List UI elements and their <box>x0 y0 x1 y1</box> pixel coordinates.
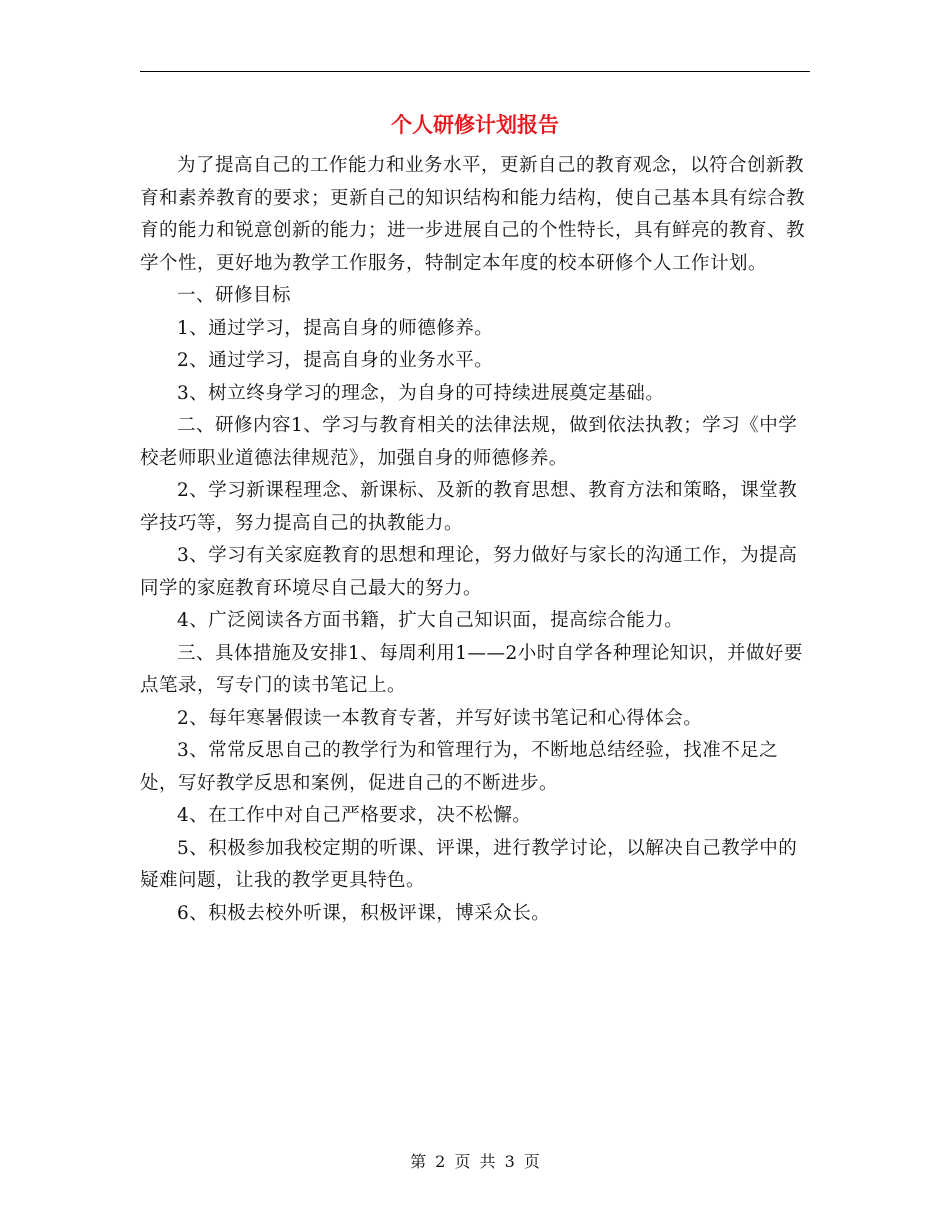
paragraph-measure-2: 2、每年寒暑假读一本教育专著，并写好读书笔记和心得体会。 <box>177 707 703 729</box>
paragraph-content-3: 3、学习有关家庭教育的思想和理论，努力做好与家长的沟通工作，为提高同学的家庭教育环境尽自己最大的努力。 <box>140 545 798 599</box>
paragraph-measure-3: 3、常常反思自己的教学行为和管理行为，不断地总结经验，找准不足之处，写好教学反思和案例，促进自己的不断进步。 <box>140 740 779 794</box>
paragraph-measure-1: 三、具体措施及安排1、每周利用1——2小时自学各种理论知识，并做好要点笔录，写专门的读书笔记上。 <box>140 642 803 696</box>
paragraph-measure-5: 5、积极参加我校定期的听课、评课，进行教学讨论，以解决自己教学中的疑难问题，让我的教学更具特色。 <box>140 837 798 891</box>
paragraph-goal-2: 2、通过学习，提高自身的业务水平。 <box>177 350 494 371</box>
paragraph-goal-1: 1、通过学习，提高自身的师德修养。 <box>177 317 494 339</box>
paragraph-measure-4: 4、在工作中对自己严格要求，决不松懈。 <box>177 805 532 826</box>
document-title: 个人研修计划报告 <box>391 112 559 137</box>
paragraph-goal-3: 3、树立终身学习的理念，为自身的可持续进展奠定基础。 <box>177 382 665 404</box>
page-number-footer: 第 2 页 共 3 页 <box>410 1152 540 1171</box>
paragraph-measure-6: 6、积极去校外听课，积极评课，博采众长。 <box>177 902 551 924</box>
header-rule <box>140 71 810 72</box>
paragraph-content-2: 2、学习新课程理念、新课标、及新的教育思想、教育方法和策略，课堂教学技巧等，努力提高自己的执教能力。 <box>140 480 798 534</box>
paragraph-intro: 为了提高自己的工作能力和业务水平，更新自己的教育观念，以符合创新教育和素养教育的要求；更新自己的知识结构和能力结构，使自己基本具有综合教育的能力和锐意创新的能力；进一步进展自己的个性特长，具有鲜亮的教育、教学个性，更好地为教学工作服务，特制定本年度的校本研修个人工作计划。 <box>140 155 806 274</box>
document-body <box>140 150 816 930</box>
paragraph-content-1: 二、研修内容1、学习与教育相关的法律法规，做到依法执教；学习《中学校老师职业道德法律规范》，加强自身的师德修养。 <box>140 415 798 469</box>
paragraph-section-heading-goals: 一、研修目标 <box>177 285 292 306</box>
paragraph-content-4: 4、广泛阅读各方面书籍，扩大自己知识面，提高综合能力。 <box>177 610 684 631</box>
